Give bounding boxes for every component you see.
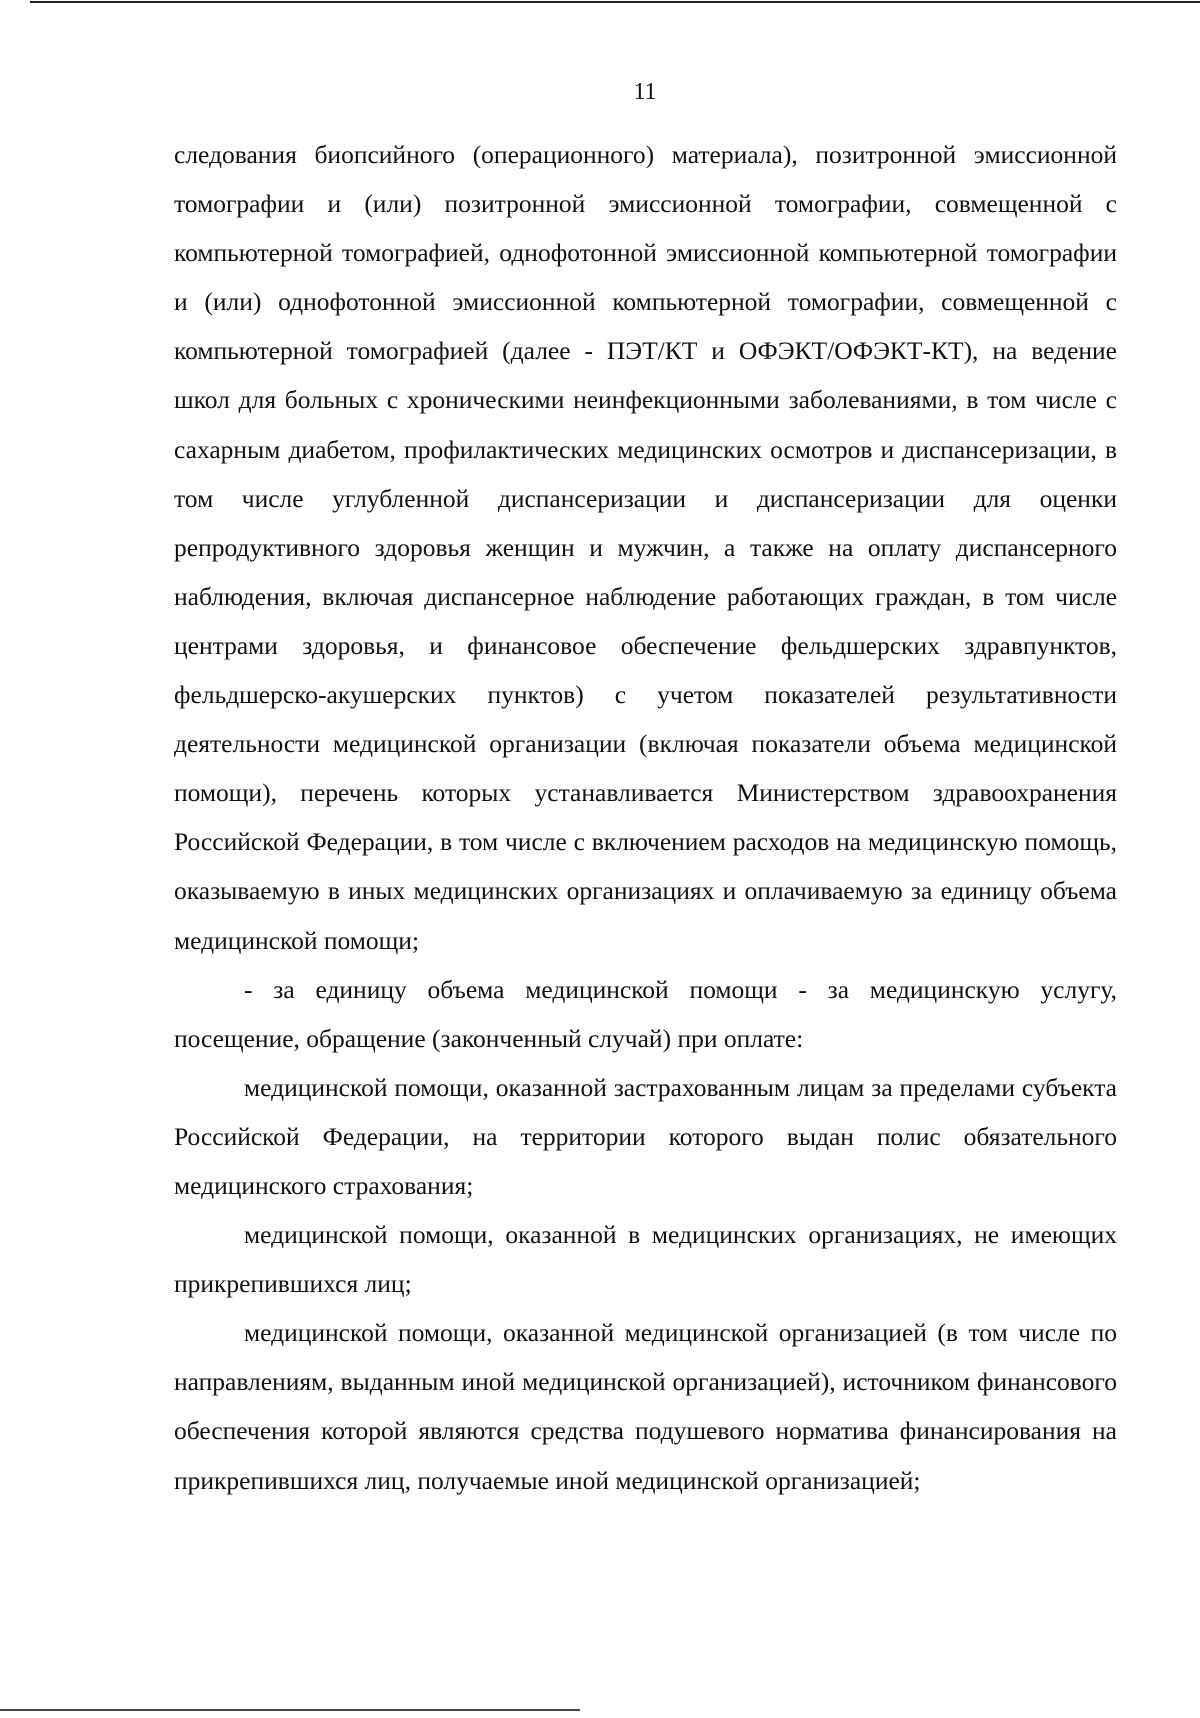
paragraph-continuation: следования биопсийного (операционного) материала), позитронной эмиссионной томографии и (или) позитронной эмиссионной томографии, совмещенной с компьютерной томографией, однофотонной эмиссионной компьютерной томографии и (или) однофотонной эмиссионной компьютерной томографии, совмещенной с компьютерной томографией (далее - ПЭТ/КТ и ОФЭКТ/ОФЭКТ-КТ), на ведение школ для больных с хроническими неинфекционными заболеваниями, в том числе с сахарным диабетом, профилактических медицинских осмотров и диспансеризации, в том числе углубленной диспансеризации и диспансеризации для оценки репродуктивного здоровья женщин и мужчин, а также на оплату диспансерного наблюдения, включая диспансерное наблюдение работающих граждан, в том числе центрами здоровья, и финансовое обеспечение фельдшерских здравпунктов, фельдшерско-акушерских пунктов) с учетом показателей результативности деятельности медицинской организации (включая показатели объема медицинской помощи), перечень которых устанавливается Министерством здравоохранения Российской Федерации, в том числе с включением расходов на медицинскую помощь, оказываемую в иных медицинских организациях и оплачиваемую за единицу объема медицинской помощи; [174,140,1117,955]
paragraph-out-of-region-care: медицинской помощи, оказанной застрахованным лицам за пределами субъекта Российской Федерации, на территории которого выдан полис обязательного медицинского страхования; [174,1072,1117,1200]
paragraph-referral-care: медицинской помощи, оказанной медицинской организацией (в том числе по направлениям, выданным иной медицинской организацией), источником финансового обеспечения которой являются средства подушевого норматива финансирования на прикрепившихся лиц, получаемые иной медицинской организацией; [174,1318,1117,1495]
paragraph-unit-payment: - за единицу объема медицинской помощи - за медицинскую услугу, посещение, обращение (законченный случай) при оплате: [174,974,1117,1053]
page-number: 11 [633,79,657,105]
top-edge-line [30,1,1200,3]
paragraph-no-attached-persons: медицинской помощи, оказанной в медицинских организациях, не имеющих прикрепившихся лиц; [174,1220,1117,1299]
bottom-edge-line [0,1709,580,1711]
body-text [174,130,1117,1505]
